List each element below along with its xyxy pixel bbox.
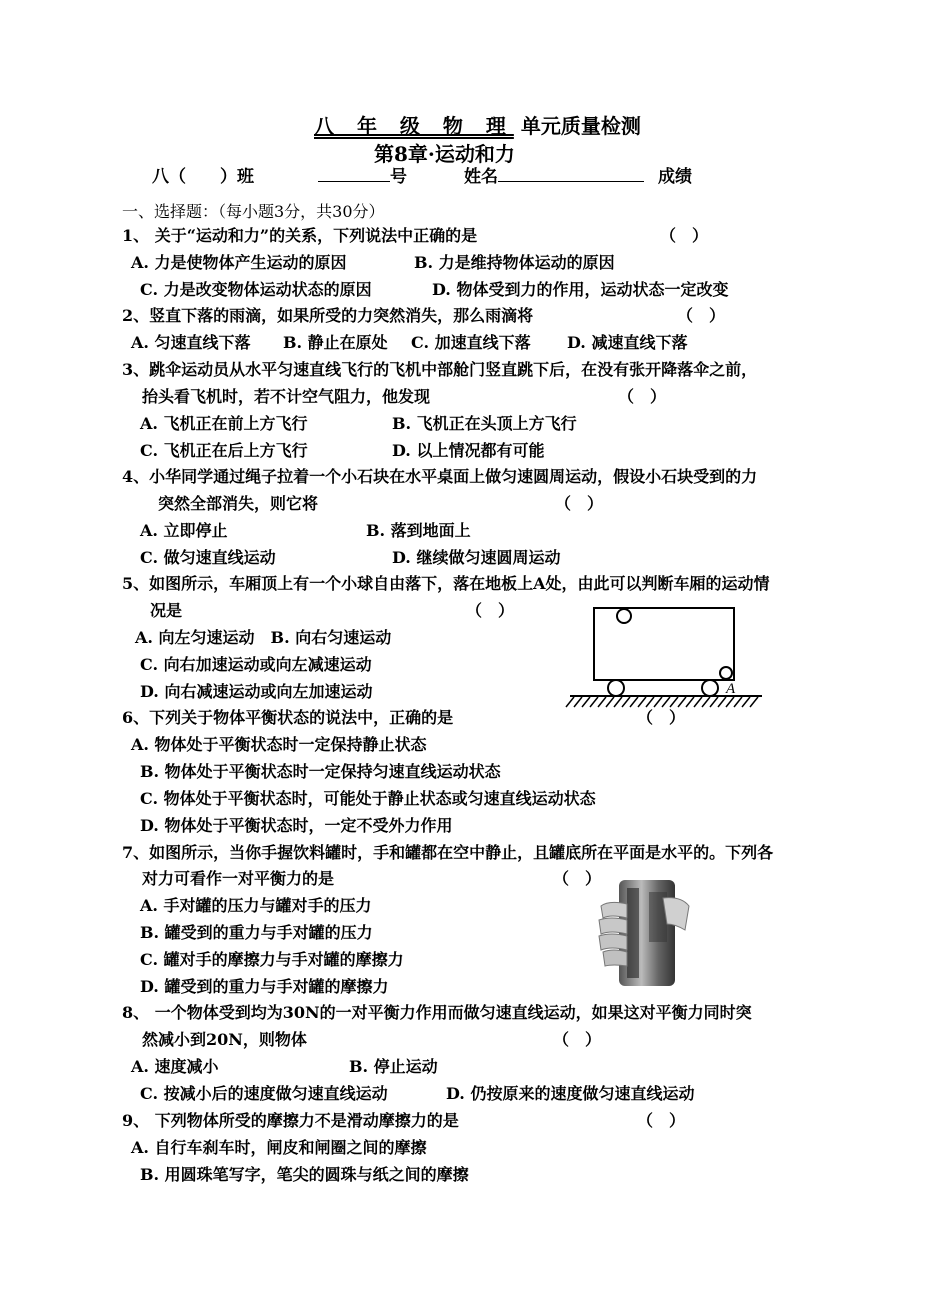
q1-answer-paren: （ ） (660, 226, 709, 245)
q5-option-ab: A. 向左匀速运动 B. 向右匀速运动 (135, 628, 392, 647)
title-subject: 八 年 级 物 理 (314, 114, 514, 138)
wheel-left (608, 680, 624, 696)
q3-option-b: B. 飞机正在头顶上方飞行 (392, 414, 577, 433)
wheel-right (702, 680, 718, 696)
q1-option-a: A. 力是使物体产生运动的原因 (131, 253, 347, 272)
q2-stem: 2、竖直下落的雨滴，如果所受的力突然消失，那么雨滴将 (122, 306, 534, 325)
q9-option-b: B. 用圆珠笔写字，笔尖的圆珠与纸之间的摩擦 (140, 1165, 469, 1184)
page-title (314, 110, 641, 139)
ball-floor (720, 667, 732, 679)
q4-option-b: B. 落到地面上 (366, 521, 471, 540)
q2-answer-paren: （ ） (677, 306, 726, 325)
point-a-label: A (726, 681, 736, 697)
q7-stem: 7、如图所示，当你手握饮料罐时，手和罐都在空中静止，且罐底所在平面是水平的。下列各 (122, 843, 774, 862)
q5-stem: 5、如图所示，车厢顶上有一个小球自由落下，落在地板上A处，由此可以判断车厢的运动情 (122, 574, 770, 593)
q4-option-c: C. 做匀速直线运动 (140, 548, 276, 567)
q9-answer-paren: （ ） (637, 1111, 686, 1130)
chapter-title: 第8章·运动和力 (374, 142, 515, 166)
class-field: 八（ ）班 (152, 167, 254, 187)
q9-option-a: A. 自行车刹车时，闸皮和闸圈之间的摩擦 (131, 1138, 427, 1157)
q4-stem-line2: 突然全部消失，则它将 (158, 494, 319, 513)
q1-option-c: C. 力是改变物体运动状态的原因 (140, 280, 372, 299)
number-field (318, 162, 407, 187)
q7-answer-paren: （ ） (553, 869, 602, 888)
q2-option-c: C. 加速直线下落 (411, 333, 531, 352)
q7-option-a: A. 手对罐的压力与罐对手的压力 (140, 896, 372, 915)
q4-option-a: A. 立即停止 (140, 521, 228, 540)
q4-stem: 4、小华同学通过绳子拉着一个小石块在水平桌面上做匀速圆周运动，假设小石块受到的力 (122, 467, 758, 486)
finger-3 (599, 934, 627, 950)
q6-option-d: D. 物体处于平衡状态时，一定不受外力作用 (140, 816, 453, 835)
carriage-figure (562, 602, 772, 714)
can-stripe (627, 888, 639, 978)
q1-stem: 1、 关于“运动和力”的关系，下列说法中正确的是 (122, 226, 478, 245)
q7-option-c: C. 罐对手的摩擦力与手对罐的摩擦力 (140, 950, 404, 969)
finger-1 (601, 902, 627, 918)
q3-stem-line2: 抬头看飞机时，若不计空气阻力，他发现 (142, 387, 431, 406)
q7-option-d: D. 罐受到的重力与手对罐的摩擦力 (140, 977, 389, 996)
q3-option-a: A. 飞机正在前上方飞行 (140, 414, 308, 433)
q3-option-c: C. 飞机正在后上方飞行 (140, 441, 308, 460)
q8-stem-line2: 然减小到20N，则物体 (142, 1030, 307, 1049)
q6-answer-paren: （ ） (637, 708, 686, 727)
q3-stem: 3、跳伞运动员从水平匀速直线飞行的飞机中部舱门竖直跳下后，在没有张开降落伞之前， (122, 360, 758, 379)
name-field (464, 162, 644, 187)
q8-answer-paren: （ ） (553, 1030, 602, 1049)
q6-option-c: C. 物体处于平衡状态时，可能处于静止状态或匀速直线运动状态 (140, 789, 596, 808)
q3-option-d: D. 以上情况都有可能 (392, 441, 545, 460)
q5-option-d: D. 向右减速运动或向左加速运动 (140, 682, 373, 701)
q2-option-b: B. 静止在原处 (283, 333, 388, 352)
q4-answer-paren: （ ） (555, 494, 604, 513)
carriage-box (594, 608, 734, 680)
q5-stem-line2: 况是 (150, 601, 183, 620)
q4-option-d: D. 继续做匀速圆周运动 (392, 548, 561, 567)
number-label: 号 (390, 167, 407, 187)
hand-can-figure (597, 878, 693, 988)
q3-answer-paren: （ ） (618, 387, 667, 406)
q2-option-d: D. 减速直线下落 (567, 333, 688, 352)
q8-stem: 8、 一个物体受到均为30N的一对平衡力作用而做匀速直线运动，如果这对平衡力同时突 (122, 1003, 752, 1022)
q2-option-a: A. 匀速直线下落 (131, 333, 251, 352)
section-heading: 一、选择题：（每小题3分，共30分） (122, 202, 385, 221)
q5-option-c: C. 向右加速运动或向左减速运动 (140, 655, 372, 674)
title-exam: 单元质量检测 (520, 114, 641, 138)
name-label: 姓名 (464, 167, 498, 187)
q8-option-a: A. 速度减小 (131, 1057, 219, 1076)
q8-option-c: C. 按减小后的速度做匀速直线运动 (140, 1084, 388, 1103)
q7-option-b: B. 罐受到的重力与手对罐的压力 (140, 923, 373, 942)
q1-option-b: B. 力是维持物体运动的原因 (414, 253, 615, 272)
finger-4 (603, 950, 627, 966)
finger-2 (599, 918, 627, 934)
ground-hatching (566, 697, 758, 707)
q6-option-b: B. 物体处于平衡状态时一定保持匀速直线运动状态 (140, 762, 501, 781)
score-label: 成绩 (658, 167, 692, 187)
q6-option-a: A. 物体处于平衡状态时一定保持静止状态 (131, 735, 427, 754)
q5-answer-paren: （ ） (466, 601, 515, 620)
q1-option-d: D. 物体受到力的作用，运动状态一定改变 (432, 280, 729, 299)
q8-option-d: D. 仍按原来的速度做匀速直线运动 (446, 1084, 695, 1103)
q9-stem: 9、 下列物体所受的摩擦力不是滑动摩擦力的是 (122, 1111, 459, 1130)
q6-stem: 6、下列关于物体平衡状态的说法中，正确的是 (122, 708, 454, 727)
q7-stem-line2: 对力可看作一对平衡力的是 (142, 869, 335, 888)
q8-option-b: B. 停止运动 (349, 1057, 438, 1076)
ball-top (617, 609, 631, 623)
